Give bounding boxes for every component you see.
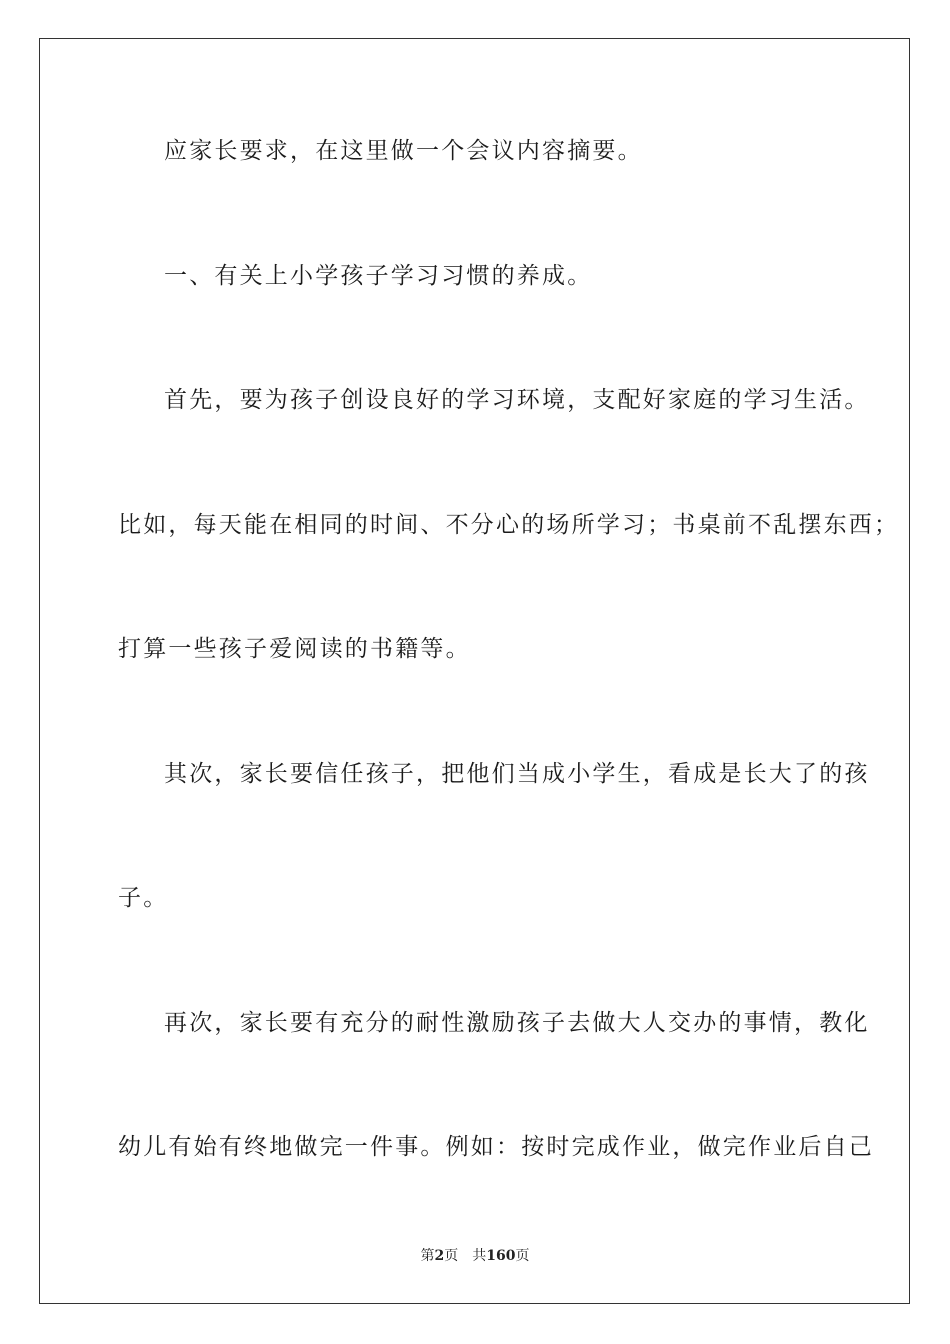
total-suffix: 页	[515, 1248, 530, 1264]
paragraph-line: 首先，要为孩子创设良好的学习环境，支配好家庭的学习生活。	[164, 387, 870, 413]
paragraph-line: 幼儿有始有终地做完一件事。例如：按时完成作业，做完作业后自己	[118, 1134, 874, 1160]
paragraph-line: 比如，每天能在相同的时间、不分心的场所学习；书桌前不乱摆东西；	[118, 512, 900, 538]
page-suffix: 页	[444, 1248, 459, 1264]
page-prefix: 第	[420, 1248, 435, 1264]
section-heading: 一、有关上小学孩子学习习惯的养成。	[164, 263, 593, 289]
total-prefix: 共	[472, 1248, 487, 1264]
paragraph-line: 应家长要求，在这里做一个会议内容摘要。	[164, 138, 643, 164]
page-border	[39, 38, 910, 1304]
total-pages: 160	[486, 1248, 516, 1264]
page-number: 2	[434, 1248, 445, 1264]
paragraph-line: 再次，家长要有充分的耐性激励孩子去做大人交办的事情，教化	[164, 1010, 870, 1036]
paragraph-line: 打算一些孩子爱阅读的书籍等。	[118, 636, 471, 662]
paragraph-line: 其次，家长要信任孩子，把他们当成小学生，看成是长大了的孩	[164, 761, 870, 787]
page-footer	[0, 1246, 950, 1266]
paragraph-line: 子。	[118, 885, 169, 911]
